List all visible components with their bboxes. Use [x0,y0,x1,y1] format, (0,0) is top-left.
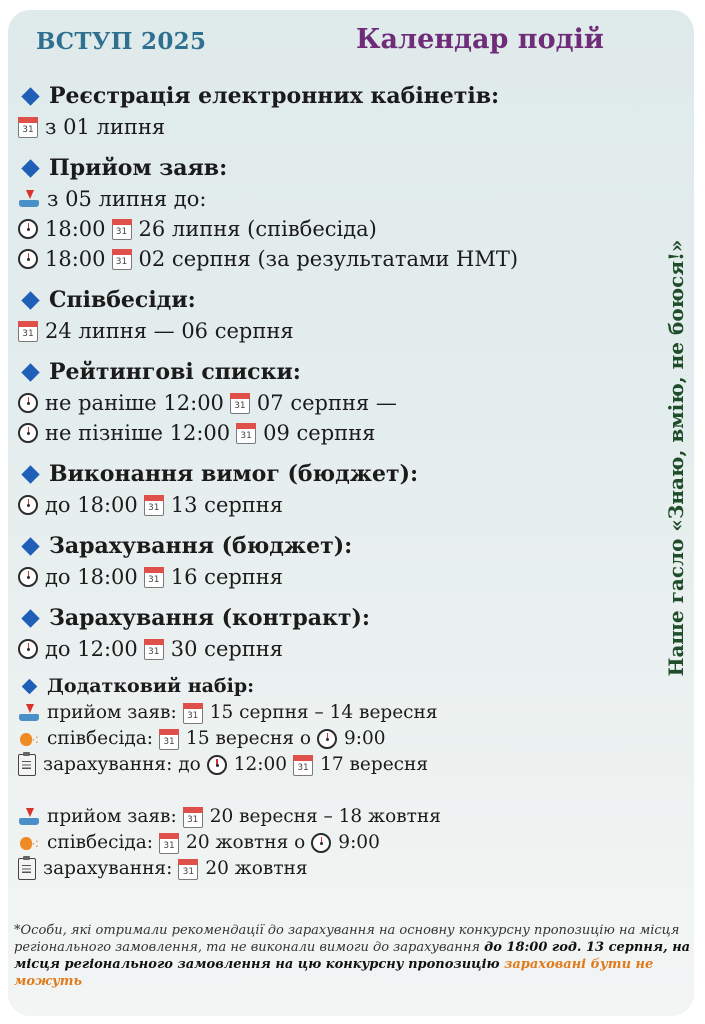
section-extra-enrollment [18,672,658,882]
speaking-head-icon [18,730,40,748]
calendar-title: Календар подій [356,24,604,55]
clock-icon [317,729,337,749]
clipboard-icon [18,858,36,880]
section-requirements [18,458,658,520]
calendar-icon [183,703,203,724]
section-interviews [18,284,658,346]
admission-title: ВСТУП 2025 [36,28,207,55]
calendar-icon [144,495,164,516]
diamond-bullet-icon [21,465,39,483]
calendar-icon [230,393,250,414]
calendar-icon [159,833,179,854]
calendar-icon [18,117,38,138]
clock-icon [18,393,38,413]
clock-icon [18,219,38,239]
diamond-bullet-icon [21,363,39,381]
section-title: Реєстрація електронних кабінетів: [49,83,500,109]
section-registration [18,80,658,142]
calendar-icon [178,859,198,880]
calendar-icon [183,807,203,828]
list-item: ⁖ співбесіда: 31 15 вересня о 9:00 [18,726,658,752]
list-item: 18:00 31 26 липня (співбесіда) [18,214,658,244]
calendar-icon [112,249,132,270]
clock-icon [18,423,38,443]
section-title: Додатковий набір: [47,675,255,697]
clock-icon [18,639,38,659]
calendar-icon [112,219,132,240]
list-item: прийом заяв: 31 20 вересня – 18 жовтня [18,804,658,830]
clock-icon [18,249,38,269]
list-item: 31 з 01 липня [18,112,658,142]
list-item: не раніше 12:00 31 07 серпня — [18,388,658,418]
calendar-icon [144,567,164,588]
section-title: Виконання вимог (бюджет): [49,461,419,487]
list-item: прийом заяв: 31 15 серпня – 14 вересня [18,700,658,726]
list-item: до 18:00 31 13 серпня [18,490,658,520]
clock-icon [207,755,227,775]
calendar-icon [236,423,256,444]
list-item: ⁖ співбесіда: 31 20 жовтня о 9:00 [18,830,658,856]
list-item: з 05 липня до: [18,184,658,214]
calendar-icon [159,729,179,750]
diamond-bullet-icon [21,159,39,177]
section-title: Співбесіди: [49,287,196,313]
list-item: не пізніше 12:00 31 09 серпня [18,418,658,448]
diamond-bullet-icon [21,609,39,627]
calendar-icon [18,321,38,342]
clock-icon [18,567,38,587]
section-enrollment-budget [18,530,658,592]
schedule [18,80,658,882]
diamond-bullet-icon [21,291,39,309]
inbox-icon [18,704,40,722]
list-item: 18:00 31 02 серпня (за результатами НМТ) [18,244,658,274]
calendar-icon [144,639,164,660]
section-title: Рейтингові списки: [49,359,301,385]
section-title: Зарахування (контракт): [49,605,371,631]
inbox-icon [18,190,40,208]
list-item: зарахування: 31 20 жовтня [18,856,658,882]
footnote: *Особи, які отримали рекомендації до зарахування на основну конкурсну пропозицію на місця регіонального замовлення, та не виконали вимоги до зарахування до 18:00 год. 13 серпня, на місця регіонального замовлення на цю конкурсну пропозицію зараховані бути не можуть [14,923,691,989]
section-enrollment-contract [18,602,658,664]
list-item: зарахування: до 12:00 31 17 вересня [18,752,658,778]
section-rankings [18,356,658,448]
calendar-card [8,10,694,1016]
clipboard-icon [18,754,36,776]
slogan: Наше гасло «Знаю, вмію, не боюся!» [664,239,688,677]
list-item: 31 24 липня — 06 серпня [18,316,658,346]
inbox-icon [18,808,40,826]
diamond-bullet-icon [21,537,39,555]
clock-icon [18,495,38,515]
calendar-icon [293,755,313,776]
section-title: Прийом заяв: [49,155,228,181]
list-item: до 12:00 31 30 серпня [18,634,658,664]
list-item: до 18:00 31 16 серпня [18,562,658,592]
clock-icon [311,833,331,853]
diamond-bullet-icon [22,678,38,694]
section-title: Зарахування (бюджет): [49,533,353,559]
section-applications [18,152,658,274]
speaking-head-icon [18,834,40,852]
diamond-bullet-icon [21,87,39,105]
